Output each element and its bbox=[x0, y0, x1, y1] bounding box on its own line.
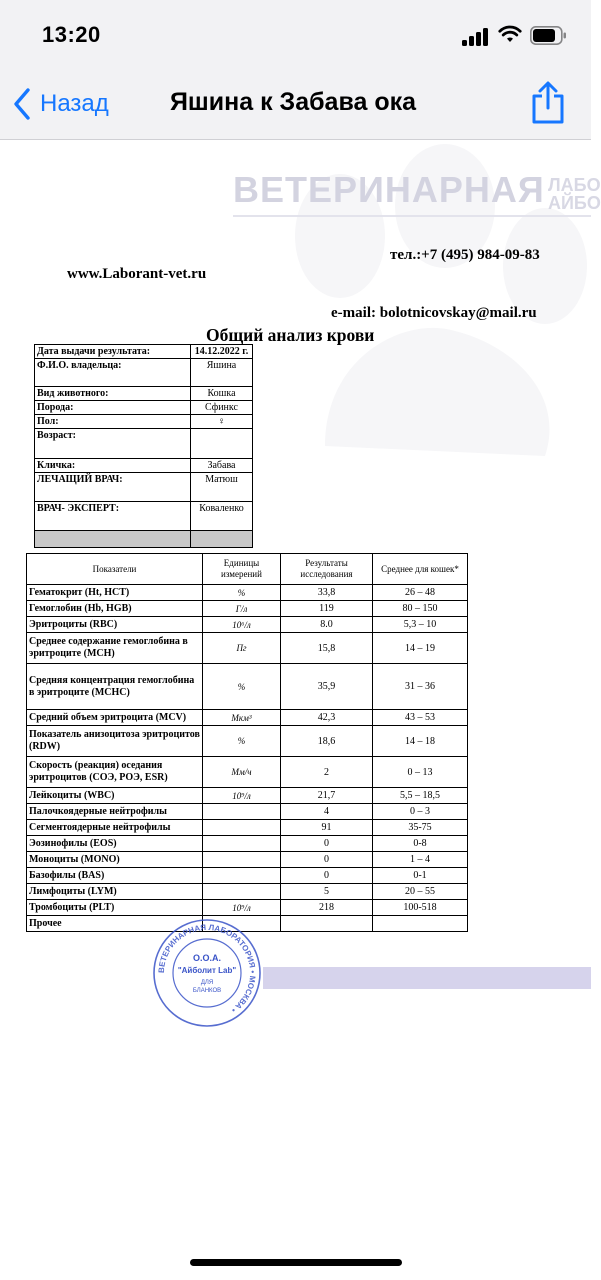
wifi-icon bbox=[498, 24, 522, 44]
param-cell: Скорость (реакция) оседания эритроцитов (СОЭ, РОЭ, ESR) bbox=[27, 757, 203, 788]
info-label: Возраст: bbox=[35, 429, 191, 459]
param-cell: Прочее bbox=[27, 916, 203, 932]
ref-cell: 35-75 bbox=[373, 820, 468, 836]
status-bar bbox=[0, 0, 591, 70]
table-header-row bbox=[27, 554, 468, 585]
unit-cell: Мкм³ bbox=[203, 710, 281, 726]
stamp-line-4: БЛАНКОВ bbox=[192, 988, 222, 994]
back-label: Назад bbox=[40, 90, 109, 117]
result-cell bbox=[281, 916, 373, 932]
table-row bbox=[27, 710, 468, 726]
info-row bbox=[35, 401, 253, 415]
document-title: Общий анализ крови bbox=[206, 325, 375, 345]
info-label: Кличка: bbox=[35, 459, 191, 473]
unit-cell bbox=[203, 868, 281, 884]
info-value: 14.12.2022 г. bbox=[191, 345, 253, 359]
ref-cell: 5,5 – 18,5 bbox=[373, 788, 468, 804]
unit-cell: Мм/ч bbox=[203, 757, 281, 788]
info-row-filler bbox=[35, 531, 253, 548]
result-cell: 35,9 bbox=[281, 664, 373, 710]
stamp-line-1: О.О.А. bbox=[192, 953, 222, 963]
unit-cell bbox=[203, 852, 281, 868]
info-row bbox=[35, 459, 253, 473]
table-row bbox=[27, 788, 468, 804]
status-time: 13:20 bbox=[42, 22, 101, 47]
result-cell: 0 bbox=[281, 836, 373, 852]
info-row bbox=[35, 473, 253, 502]
info-row bbox=[35, 415, 253, 429]
result-cell: 8.0 bbox=[281, 617, 373, 633]
table-row bbox=[27, 633, 468, 664]
table-row bbox=[27, 868, 468, 884]
lab-phone: тел.:+7 (495) 984-09-83 bbox=[390, 247, 540, 263]
param-cell: Сегментоядерные нейтрофилы bbox=[27, 820, 203, 836]
chevron-left-icon bbox=[12, 87, 32, 121]
ref-cell: 1 – 4 bbox=[373, 852, 468, 868]
result-cell: 0 bbox=[281, 868, 373, 884]
result-cell: 15,8 bbox=[281, 633, 373, 664]
lab-stamp bbox=[151, 917, 263, 1029]
unit-cell: 10⁹/л bbox=[203, 788, 281, 804]
result-cell: 21,7 bbox=[281, 788, 373, 804]
ref-cell: 5,3 – 10 bbox=[373, 617, 468, 633]
info-row bbox=[35, 502, 253, 531]
result-cell: 91 bbox=[281, 820, 373, 836]
ref-cell: 14 – 19 bbox=[373, 633, 468, 664]
info-value: Кошка bbox=[191, 387, 253, 401]
info-value: ♀ bbox=[191, 415, 253, 429]
document-view[interactable] bbox=[0, 141, 601, 1251]
ref-cell: 43 – 53 bbox=[373, 710, 468, 726]
table-row bbox=[27, 757, 468, 788]
table-row bbox=[27, 585, 468, 601]
stamp-ring-text: ВЕТЕРИНАРНАЯ ЛАБОРАТОРИЯ • МОСКВА • bbox=[156, 922, 258, 1015]
ref-cell: 0-1 bbox=[373, 868, 468, 884]
ref-cell: 0 – 3 bbox=[373, 804, 468, 820]
table-row bbox=[27, 820, 468, 836]
lab-email: e-mail: bolotnicovskay@mail.ru bbox=[331, 305, 537, 321]
column-header-result: Результаты исследования bbox=[281, 554, 373, 585]
navigation-bar bbox=[0, 70, 591, 140]
ref-cell: 14 – 18 bbox=[373, 726, 468, 757]
info-label: Порода: bbox=[35, 401, 191, 415]
unit-cell: % bbox=[203, 585, 281, 601]
unit-cell: % bbox=[203, 726, 281, 757]
ref-cell: 26 – 48 bbox=[373, 585, 468, 601]
patient-info-table bbox=[34, 344, 253, 548]
param-cell: Эритроциты (RBC) bbox=[27, 617, 203, 633]
result-cell: 2 bbox=[281, 757, 373, 788]
unit-cell: 10⁶/л bbox=[203, 617, 281, 633]
param-cell: Средний объем эритроцита (MCV) bbox=[27, 710, 203, 726]
param-cell: Показатель анизоцитоза эритроцитов (RDW) bbox=[27, 726, 203, 757]
param-cell: Эозинофилы (EOS) bbox=[27, 836, 203, 852]
info-label: ЛЕЧАЩИЙ ВРАЧ: bbox=[35, 473, 191, 502]
param-cell: Лейкоциты (WBC) bbox=[27, 788, 203, 804]
unit-cell bbox=[203, 884, 281, 900]
watermark-small-1: ЛАБО bbox=[548, 175, 601, 195]
result-cell: 18,6 bbox=[281, 726, 373, 757]
info-row bbox=[35, 429, 253, 459]
ref-cell bbox=[373, 916, 468, 932]
ref-cell: 31 – 36 bbox=[373, 664, 468, 710]
unit-cell bbox=[203, 836, 281, 852]
param-cell: Средняя концентрация гемоглобина в эритроците (MCHC) bbox=[27, 664, 203, 710]
table-row bbox=[27, 664, 468, 710]
table-row bbox=[27, 884, 468, 900]
unit-cell bbox=[203, 804, 281, 820]
ref-cell: 0-8 bbox=[373, 836, 468, 852]
ref-cell: 80 – 150 bbox=[373, 601, 468, 617]
table-row bbox=[27, 726, 468, 757]
info-value: Коваленко bbox=[191, 502, 253, 531]
watermark-divider bbox=[233, 215, 591, 217]
result-cell: 119 bbox=[281, 601, 373, 617]
info-row bbox=[35, 359, 253, 387]
column-header-ref: Среднее для кошек* bbox=[373, 554, 468, 585]
watermark-small-2: АЙБО bbox=[548, 193, 601, 213]
ref-cell: 100-518 bbox=[373, 900, 468, 916]
param-cell: Среднее содержание гемоглобина в эритроците (MCH) bbox=[27, 633, 203, 664]
param-cell: Базофилы (BAS) bbox=[27, 868, 203, 884]
info-value: Яшина bbox=[191, 359, 253, 387]
result-cell: 4 bbox=[281, 804, 373, 820]
home-indicator[interactable] bbox=[190, 1259, 402, 1266]
info-row bbox=[35, 345, 253, 359]
info-label: Ф.И.О. владельца: bbox=[35, 359, 191, 387]
back-button[interactable] bbox=[12, 84, 109, 124]
param-cell: Моноциты (MONO) bbox=[27, 852, 203, 868]
info-label: Пол: bbox=[35, 415, 191, 429]
stamp-line-3: ДЛЯ bbox=[200, 980, 214, 986]
result-cell: 5 bbox=[281, 884, 373, 900]
table-row bbox=[27, 852, 468, 868]
watermark-title: ВЕТЕРИНАРНАЯ bbox=[233, 169, 545, 210]
info-value: Забава bbox=[191, 459, 253, 473]
param-cell: Гематокрит (Ht, HCT) bbox=[27, 585, 203, 601]
ref-cell: 0 – 13 bbox=[373, 757, 468, 788]
table-row bbox=[27, 836, 468, 852]
param-cell: Гемоглобин (Hb, HGB) bbox=[27, 601, 203, 617]
result-cell: 218 bbox=[281, 900, 373, 916]
result-cell: 33,8 bbox=[281, 585, 373, 601]
share-icon[interactable] bbox=[528, 80, 568, 126]
param-cell: Лимфоциты (LYM) bbox=[27, 884, 203, 900]
unit-cell: Г/л bbox=[203, 601, 281, 617]
blood-test-results-table bbox=[26, 553, 468, 932]
result-cell: 0 bbox=[281, 852, 373, 868]
cellular-signal-icon bbox=[462, 28, 490, 46]
unit-cell bbox=[203, 820, 281, 836]
param-cell: Тромбоциты (PLT) bbox=[27, 900, 203, 916]
table-row bbox=[27, 804, 468, 820]
info-label: ВРАЧ- ЭКСПЕРТ: bbox=[35, 502, 191, 531]
table-row bbox=[27, 617, 468, 633]
table-row bbox=[27, 601, 468, 617]
battery-icon bbox=[530, 26, 568, 45]
info-label: Дата выдачи результата: bbox=[35, 345, 191, 359]
column-header-param: Показатели bbox=[27, 554, 203, 585]
column-header-unit: Единицы измерений bbox=[203, 554, 281, 585]
info-value bbox=[191, 429, 253, 459]
unit-cell: 10⁹/л bbox=[203, 900, 281, 916]
param-cell: Палочкоядерные нейтрофилы bbox=[27, 804, 203, 820]
table-row bbox=[27, 900, 468, 916]
unit-cell: % bbox=[203, 664, 281, 710]
page-title: Яшина к Забава ока bbox=[169, 88, 417, 116]
lab-website: www.Laborant-vet.ru bbox=[67, 266, 207, 282]
results-body bbox=[27, 585, 468, 932]
info-value: Матюш bbox=[191, 473, 253, 502]
info-value: Сфинкс bbox=[191, 401, 253, 415]
info-label: Вид животного: bbox=[35, 387, 191, 401]
ref-cell: 20 – 55 bbox=[373, 884, 468, 900]
highlight-bar bbox=[263, 967, 591, 989]
stamp-line-2: "Айболит Lab" bbox=[177, 966, 237, 975]
unit-cell: Пг bbox=[203, 633, 281, 664]
info-row bbox=[35, 387, 253, 401]
result-cell: 42,3 bbox=[281, 710, 373, 726]
